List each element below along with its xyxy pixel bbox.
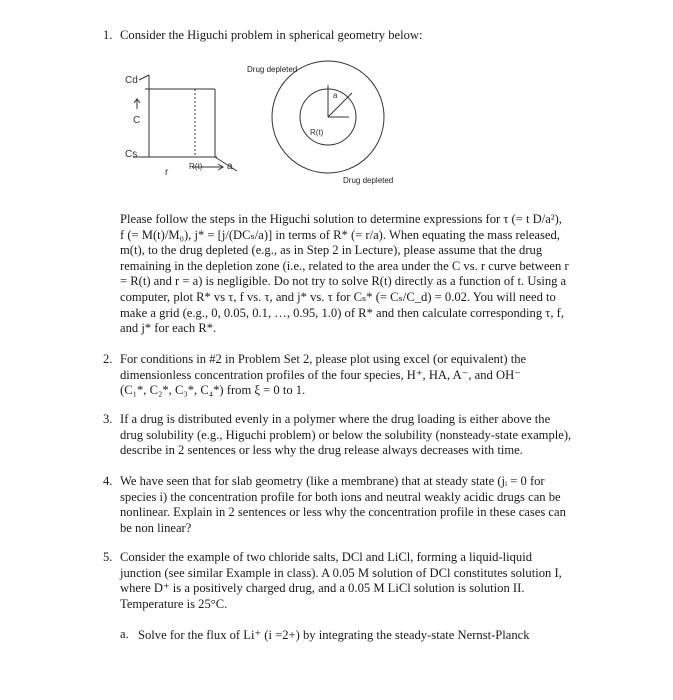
q5-line: Temperature is 25°C.	[120, 596, 228, 611]
q3-line: If a drug is distributed evenly in a polymer where the drug loading is either above the	[120, 412, 551, 426]
q5-line: junction (see similar Example in class). A 0.05 M solution of DCl constitutes solution I,	[120, 565, 562, 580]
label-a: a	[227, 161, 233, 172]
question-number: 3.	[103, 412, 113, 426]
q1-line: make a grid (e.g., 0, 0.05, 0.1, …, 0.95, 1.0) of R* and then calculate corresponding τ, f,	[120, 305, 564, 320]
circle-label-a: a	[333, 91, 338, 100]
q2-line: dimensionless concentration profiles of the four species, H⁺, HA, A⁻, and OH⁻	[120, 367, 521, 382]
sub-question-label: a.	[120, 627, 129, 641]
label-rt: R(t)	[189, 162, 203, 171]
q1-line: m(t), to the drug depleted (e.g., as in Step 2 in Lecture), please assume that the drug	[120, 243, 543, 258]
drug-depleted-top-label: Drug depleted	[247, 65, 298, 74]
q5-line: where D⁺ is a positively charged drug, and a 0.05 M LiCl solution is solution II.	[120, 581, 525, 596]
question-text	[120, 412, 596, 459]
circle-label-rt: R(t)	[310, 128, 324, 137]
question-number: 4.	[103, 474, 113, 488]
q1-line: and j* for each R*.	[120, 321, 217, 336]
q1-line: computer, plot R* vs τ, f vs. τ, and j* vs. τ for Cₛ* (= Cₛ/C_d) = 0.02. You will need to	[120, 289, 556, 304]
q4-line: species i) the concentration profile for both ions and neutral weakly acidic drugs can be	[120, 489, 561, 504]
q3-line: describe in 2 sentences or less why the drug release always decreases with time.	[120, 443, 523, 458]
q1-line: f (= M(t)/M₀), j* = [j/(DCₛ/a)] in terms of R* (= r/a). When equating the mass released,	[120, 227, 560, 242]
q1-paragraph	[120, 212, 596, 337]
label-c: C	[133, 115, 141, 126]
q3-line: drug solubility (e.g., Higuchi problem) or below the solubility (nonsteady-state example),	[120, 427, 572, 442]
question-text	[120, 474, 596, 536]
drug-depleted-bottom-label: Drug depleted	[343, 176, 394, 185]
q4-line: We have seen that for slab geometry (like a membrane) that at steady state (jᵢ = 0 for	[120, 474, 545, 488]
q4-line: nonlinear. Explain in 2 sentences or less why the concentration profile in these cases can	[120, 505, 566, 520]
question-number: 1.	[103, 28, 113, 42]
sub-question-text: Solve for the flux of Li⁺ (i =2+) by integrating the steady-state Nernst-Planck	[138, 628, 530, 642]
label-cs: Cs	[125, 149, 138, 160]
question-number: 5.	[103, 550, 113, 564]
question-number: 2.	[103, 352, 113, 366]
q5-line: Consider the example of two chloride salts, DCl and LiCl, forming a liquid-liquid	[120, 550, 533, 564]
q1-line: = R(t) and r = a) is negligible. Do not try to solve R(t) directly as a function of t. Using a	[120, 274, 567, 289]
question-text: Consider the Higuchi problem in spherical geometry below:	[120, 28, 423, 42]
sphere-cross-section	[272, 61, 384, 173]
q2-line: For conditions in #2 in Problem Set 2, please plot using excel (or equivalent) the	[120, 352, 527, 366]
q2-line: (C₁*, C₂*, C₃*, C₄*) from ξ = 0 to 1.	[120, 383, 306, 398]
label-cd: Cd	[125, 75, 138, 86]
higuchi-diagram	[105, 57, 465, 207]
question-text	[120, 550, 596, 612]
concentration-profile-sketch	[133, 75, 237, 171]
q4-line: be non linear?	[120, 520, 192, 535]
q1-line: remaining in the depletion zone (i.e., related to the area under the C vs. r curve between r	[120, 258, 569, 273]
question-text	[120, 352, 596, 399]
q1-line: Please follow the steps in the Higuchi solution to determine expressions for τ (= t D/a²),	[120, 212, 562, 226]
label-r: r	[165, 167, 169, 178]
